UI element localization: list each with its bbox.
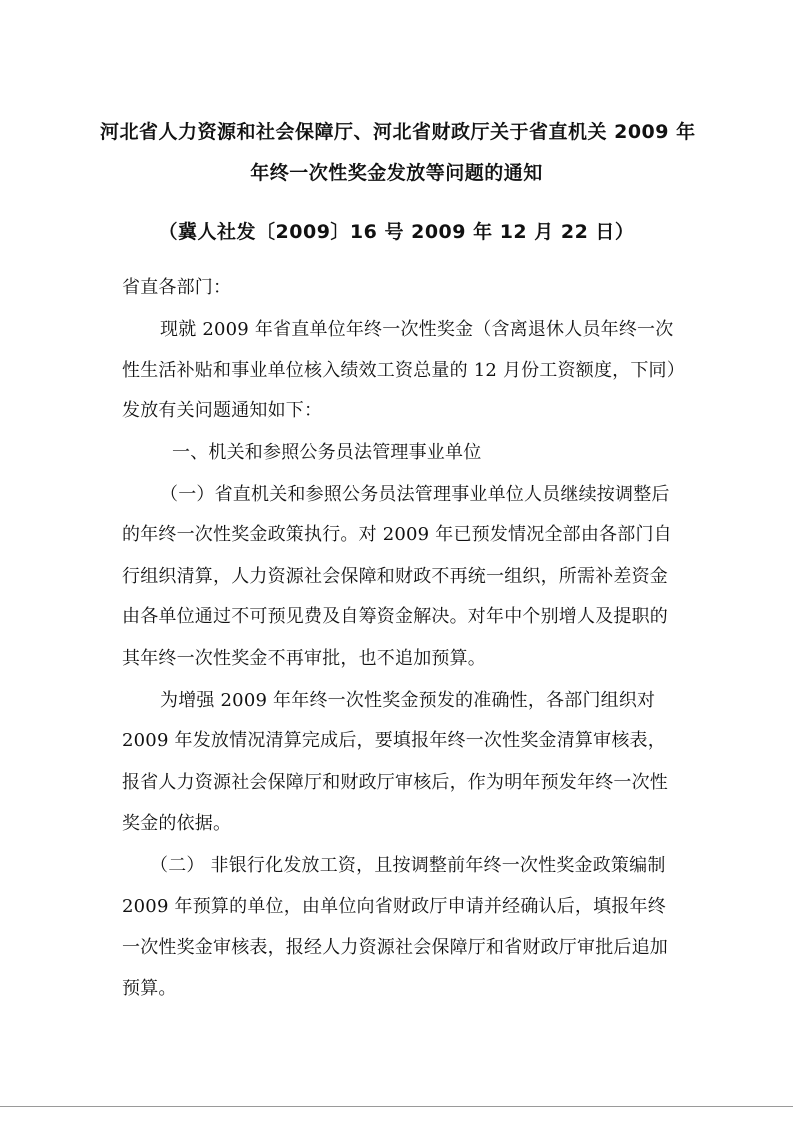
paragraph-line: （一）省直机关和参照公务员法管理事业单位人员继续按调整后 [160,484,670,505]
salutation: 省直各部门： [122,277,232,298]
paragraph-line: 的年终一次性奖金政策执行。对 2009 年已预发情况全部由各部门自 [122,524,672,545]
paragraph-line: （二） 非银行化发放工资，且按调整前年终一次性奖金政策编制 [150,855,666,876]
document-title-line-1: 河北省人力资源和社会保障厅、河北省财政厅关于省直机关 2009 年 [100,121,696,143]
paragraph-line: 奖金的依据。 [122,813,232,834]
paragraph-line: 一次性奖金审核表，报经人力资源社会保障厅和省财政厅审批后追加 [122,937,668,958]
paragraph-line: 发放有关问题通知如下： [122,400,323,421]
section-heading: 一、机关和参照公务员法管理事业单位 [172,442,482,463]
paragraph-line: 性生活补贴和事业单位核入绩效工资总量的 12 月份工资额度，下同） [122,360,685,381]
page-bottom-divider [0,1106,793,1107]
paragraph-line: 其年终一次性奖金不再审批，也不追加预算。 [122,648,486,669]
paragraph-line: 行组织清算，人力资源社会保障和财政不再统一组织，所需补差资金 [122,566,668,587]
paragraph-line: 由各单位通过不可预见费及自筹资金解决。对年中个别增人及提职的 [122,606,668,627]
document-number: （冀人社发〔2009〕16 号 2009 年 12 月 22 日） [158,221,635,243]
paragraph-line: 现就 2009 年省直单位年终一次性奖金（含离退休人员年终一次 [160,319,674,340]
paragraph-line: 报省人力资源社会保障厅和财政厅审核后，作为明年预发年终一次性 [122,772,668,793]
paragraph-line: 2009 年预算的单位，由单位向省财政厅申请并经确认后，填报年终 [122,896,666,917]
document-title-line-2: 年终一次性奖金发放等问题的通知 [250,162,543,184]
paragraph-line: 2009 年发放情况清算完成后，要填报年终一次性奖金清算审核表， [122,730,666,751]
paragraph-line: 为增强 2009 年年终一次性奖金预发的准确性，各部门组织对 [160,690,656,711]
paragraph-line: 预算。 [122,978,177,999]
